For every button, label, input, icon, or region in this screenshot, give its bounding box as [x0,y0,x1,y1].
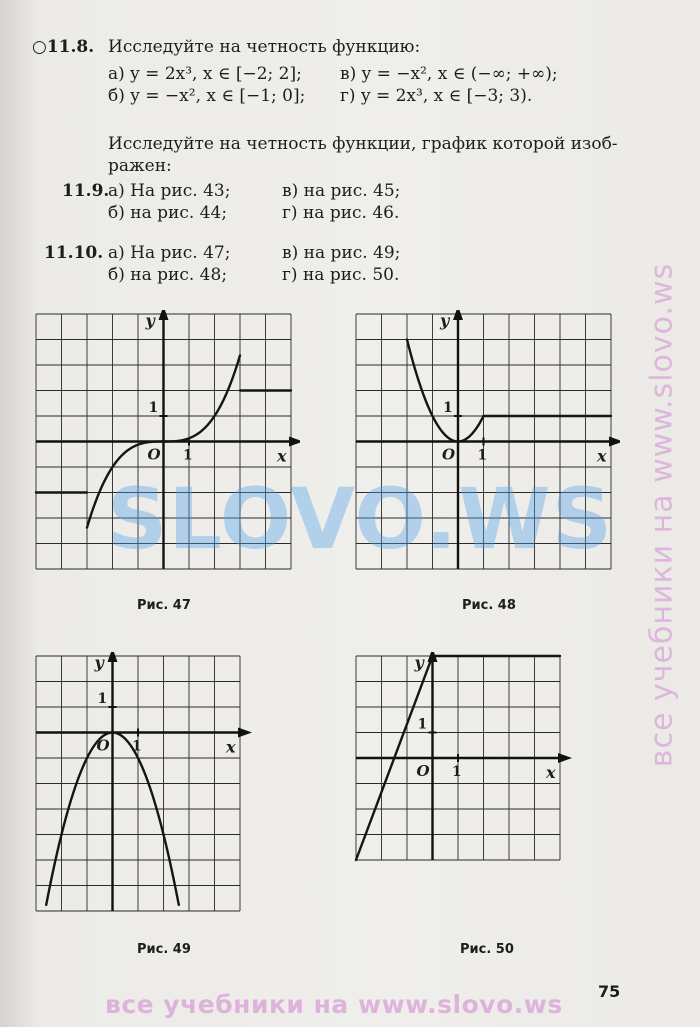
y-unit-label: 1 [417,716,428,733]
y-axis-arrow [108,652,118,662]
x-axis-label: x [597,446,607,466]
exercise-item-g: г) на рис. 50. [282,265,400,285]
exercise-item-g: г) на рис. 46. [282,203,400,223]
exercise-item-a: а) На рис. 43; [108,181,231,201]
figure-caption-48: Рис. 48 [462,598,516,613]
page-number: 75 [598,982,621,1001]
y-axis-label: y [145,311,155,330]
exercise-item-b: б) на рис. 44; [108,203,228,223]
x-unit-label: 1 [452,764,462,780]
exercise-item-a: а) На рис. 47; [108,243,231,263]
watermark-center: SLOVO.WS [106,470,614,568]
graph-curve-segment [164,355,241,441]
x-axis-label: x [226,737,236,757]
figure-caption-47: Рис. 47 [137,598,191,613]
exercise-item-g: г) y = 2x³, x ∈ [−3; 3). [340,86,533,106]
y-axis-label: y [94,653,104,672]
exercise-item-a: а) y = 2x³, x ∈ [−2; 2]; [108,64,302,84]
instruction-line-2: ражен: [108,156,172,176]
exercise-number-11-9: 11.9. [62,181,110,201]
y-axis-arrow [159,310,169,320]
watermark-side-text: все учебники на www.slovo.ws [644,262,680,768]
exercise-item-v: в) на рис. 45; [282,181,401,201]
y-unit-label: 1 [443,400,453,416]
figure-caption-50: Рис. 50 [460,942,514,957]
y-axis-label: y [440,311,450,330]
x-unit-label: 1 [132,738,142,755]
y-axis-label: y [414,653,424,672]
exercise-intro: Исследуйте на четность функцию: [108,37,421,57]
x-axis-arrow [558,753,572,763]
exercise-item-b: б) на рис. 48; [108,265,228,285]
x-axis-arrow [609,437,620,447]
y-unit-label: 1 [148,400,159,416]
y-axis-arrow [453,310,463,320]
exercise-item-b: б) y = −x², x ∈ [−1; 0]; [108,86,306,106]
exercise-number-11-10: 11.10. [44,243,104,263]
exercise-item-v: в) y = −x², x ∈ (−∞; +∞); [340,64,558,84]
x-axis-label: x [546,763,556,782]
x-axis-arrow [238,728,252,738]
origin-label: O [442,445,456,464]
y-unit-label: 1 [97,691,108,707]
grid [36,656,240,911]
x-axis-label: x [277,446,287,466]
origin-label: O [147,445,161,464]
x-unit-label: 1 [477,447,488,464]
origin-label: O [416,762,430,780]
figure-caption-49: Рис. 49 [137,942,191,957]
exercise-number-11-8: ○11.8. [32,37,95,57]
figure-49-graph [32,652,300,922]
figure-50-graph [352,652,620,922]
origin-label: O [96,736,110,755]
exercise-item-v: в) на рис. 49; [282,243,401,263]
instruction-line-1: Исследуйте на четность функции, график которой изоб- [108,134,618,154]
watermark-side [640,150,684,880]
watermark-bottom: все учебники на www.slovo.ws [105,990,563,1019]
x-axis-arrow [289,437,300,447]
x-unit-label: 1 [183,447,193,464]
